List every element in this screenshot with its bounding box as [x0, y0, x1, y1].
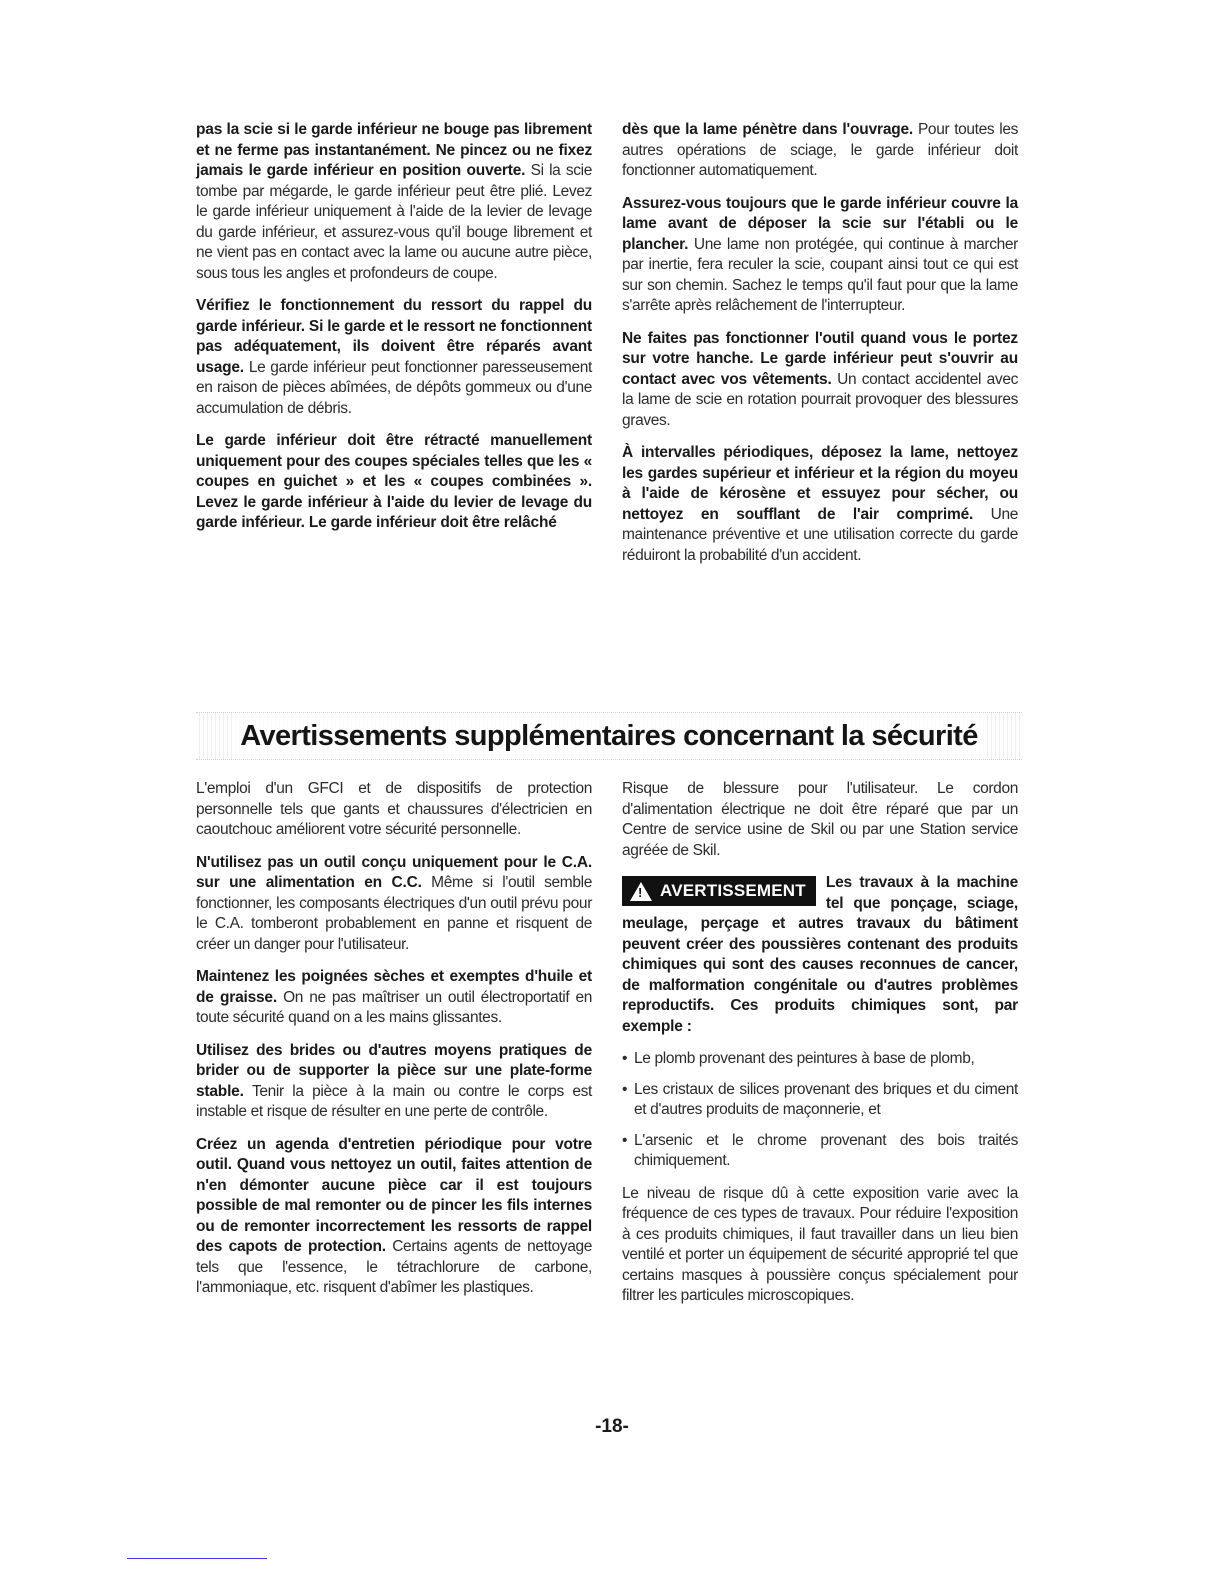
bold-text: Assurez-vous toujours que le garde inférieur couvre la lame avant de déposer la scie sur l'établi ou le plancher. — [622, 194, 1018, 253]
paragraph — [196, 967, 592, 1029]
paragraph — [196, 431, 592, 534]
bold-text: À intervalles périodiques, déposez la lame, nettoyez les gardes supérieur et inférieur et la région du moyeu à l'aide de kérosène et essuyez pour sécher, ou nettoyez en soufflant de l'air comprimé. — [622, 444, 1018, 523]
paragraph — [196, 853, 592, 956]
warning-paragraph — [622, 873, 1018, 1037]
list-item: • Les cristaux de silices provenant des briques et du ciment et d'autres produits de maçonnerie, et — [622, 1080, 1018, 1121]
page-number: -18- — [595, 1416, 629, 1437]
list-item: • L'arsenic et le chrome provenant des bois traités chimiquement. — [622, 1131, 1018, 1172]
top-left-column — [196, 120, 592, 546]
body-text: Tenir la pièce à la main ou contre le corps est instable et risque de résulter en une perte de contrôle. — [196, 1082, 592, 1120]
body-text: Pour toutes les autres opérations de sciage, le garde inférieur doit fonctionner automatiquement. — [622, 121, 1018, 179]
bold-text: Le garde inférieur doit être rétracté manuellement uniquement pour des coupes spéciales telles que les « coupes en guichet » et les « coupes combinées ». Levez le garde inférieur à l'aide du levier de levage du garde inférieur. Le garde inférieur doit être relâché — [196, 432, 592, 531]
body-text: Une maintenance préventive et une utilisation correcte du garde réduiront la probabilité d'un accident. — [622, 505, 1018, 564]
paragraph — [622, 779, 1018, 861]
body-text: L'emploi d'un GFCI et de dispositifs de protection personnelle tels que gants et chaussures d'électricien en caoutchouc améliorent votre sécurité personnelle. — [196, 780, 592, 838]
bottom-left-column — [196, 779, 592, 1311]
section-banner — [196, 712, 1022, 760]
paragraph — [622, 443, 1018, 566]
paragraph — [196, 1135, 592, 1299]
bold-text: N'utilisez pas un outil conçu uniquement pour le C.A. sur une alimentation en C.C. — [196, 853, 592, 891]
body-text: Même si l'outil semble fonctionner, les composants électriques d'un outil prévu pour le C.A. tomberont probablement en panne et risquent de créer un danger pour l'utilisateur. — [196, 874, 592, 953]
bold-text: Créez un agenda d'entretien périodique pour votre outil. Quand vous nettoyez un outil, faites attention de n'en démonter aucune pièce car il est toujours possible de mal remonter ou de pincer les fils internes ou de remonter incorrectement les ressorts de rappel des capots de protection. — [196, 1135, 592, 1255]
body-text: Certains agents de nettoyage tels que l'essence, le tétrachlorure de carbone, l'ammoniaque, etc. risquent d'abîmer les plastiques. — [196, 1238, 593, 1296]
body-text: Une lame non protégée, qui continue à marcher par inertie, fera reculer la scie, coupant ainsi tout ce qui est sur son chemin. Sachez le temps qu'il faut pour que la lame s'arrête après relâchement de l'interrupteur. — [622, 235, 1018, 314]
bold-text: Vérifiez le fonctionnement du ressort du rappel du garde inférieur. Si le garde et le ressort ne fonctionnent pas adéquatement, ils doivent être réparés avant usage. — [196, 297, 592, 376]
top-right-column — [622, 120, 1018, 578]
body-text: On ne pas maîtriser un outil électroportatif en toute sécurité quand on a les mains glissantes. — [196, 988, 592, 1026]
paragraph — [196, 120, 592, 284]
bold-text: Ne faites pas fonctionner l'outil quand vous le portez sur votre hanche. Le garde inférieur peut s'ouvrir au contact avec vos vêtements. — [622, 329, 1018, 388]
section-title: Avertissements supplémentaires concernant la sécurité — [234, 713, 984, 759]
body-text: Risque de blessure pour l'utilisateur. Le cordon d'alimentation électrique ne doit être réparé que par un Centre de service usine de Skil ou par une Station service agréée de Skil. — [622, 780, 1018, 859]
body-text: Un contact accidentel avec la lame de scie en rotation pourrait provoquer des blessures graves. — [622, 370, 1018, 429]
bold-text: dès que la lame pénètre dans l'ouvrage. — [622, 121, 914, 138]
body-text: Si la scie tombe par mégarde, le garde inférieur peut être plié. Levez le garde inférieur uniquement à l'aide de la levier de levage du garde inférieur, et assurez-vous qu'il bouge librement et ne vient pas en contact avec la lame ou aucune autre pièce, sous tous les angles et profondeurs de coupe. — [196, 162, 593, 282]
warning-badge — [622, 876, 816, 906]
paragraph — [196, 1041, 592, 1123]
bold-text: Utilisez des brides ou d'autres moyens pratiques de brider ou de supporter la pièce sur une plate-forme stable. — [196, 1041, 592, 1100]
bold-text: Maintenez les poignées sèches et exemptes d'huile et de graisse. — [196, 968, 592, 1006]
footer-rule — [127, 1558, 267, 1559]
warning-label: AVERTISSEMENT — [660, 880, 806, 900]
warning-triangle-icon — [630, 882, 652, 901]
paragraph — [196, 296, 592, 419]
bottom-right-column — [622, 779, 1018, 1319]
paragraph — [622, 1184, 1018, 1307]
bold-text: Les travaux à la machine tel que ponçage, sciage, meulage, perçage et autres travaux du bâtiment peuvent créer des poussières contenant des produits chimiques qui sont des causes reconnues de cancer, de malformation congénitale ou d'autres problèmes reproductifs. Ces produits chimiques sont, par exemple : — [622, 874, 1018, 1035]
bold-text: pas la scie si le garde inférieur ne bouge pas librement et ne ferme pas instantanément. Ne pincez ou ne fixez jamais le garde inférieur en position ouverte. — [196, 121, 592, 179]
body-text: Le niveau de risque dû à cette exposition varie avec la fréquence de ces types de travaux. Pour réduire l'exposition à ces produits chimiques, il faut travailler dans un lieu bien ventilé et porter un équipement de sécurité approprié tel que certains masques à poussière conçus spécialement pour filtrer les particules microscopiques. — [622, 1184, 1018, 1304]
paragraph — [622, 329, 1018, 432]
body-text: Le garde inférieur peut fonctionner paresseusement en raison de pièces abîmées, de dépôts gommeux ou d'une accumulation de débris. — [196, 358, 592, 417]
paragraph — [196, 779, 592, 841]
hazard-list — [622, 1049, 1018, 1172]
paragraph — [622, 120, 1018, 182]
paragraph — [622, 194, 1018, 317]
list-item: • Le plomb provenant des peintures à base de plomb, — [622, 1049, 1018, 1070]
